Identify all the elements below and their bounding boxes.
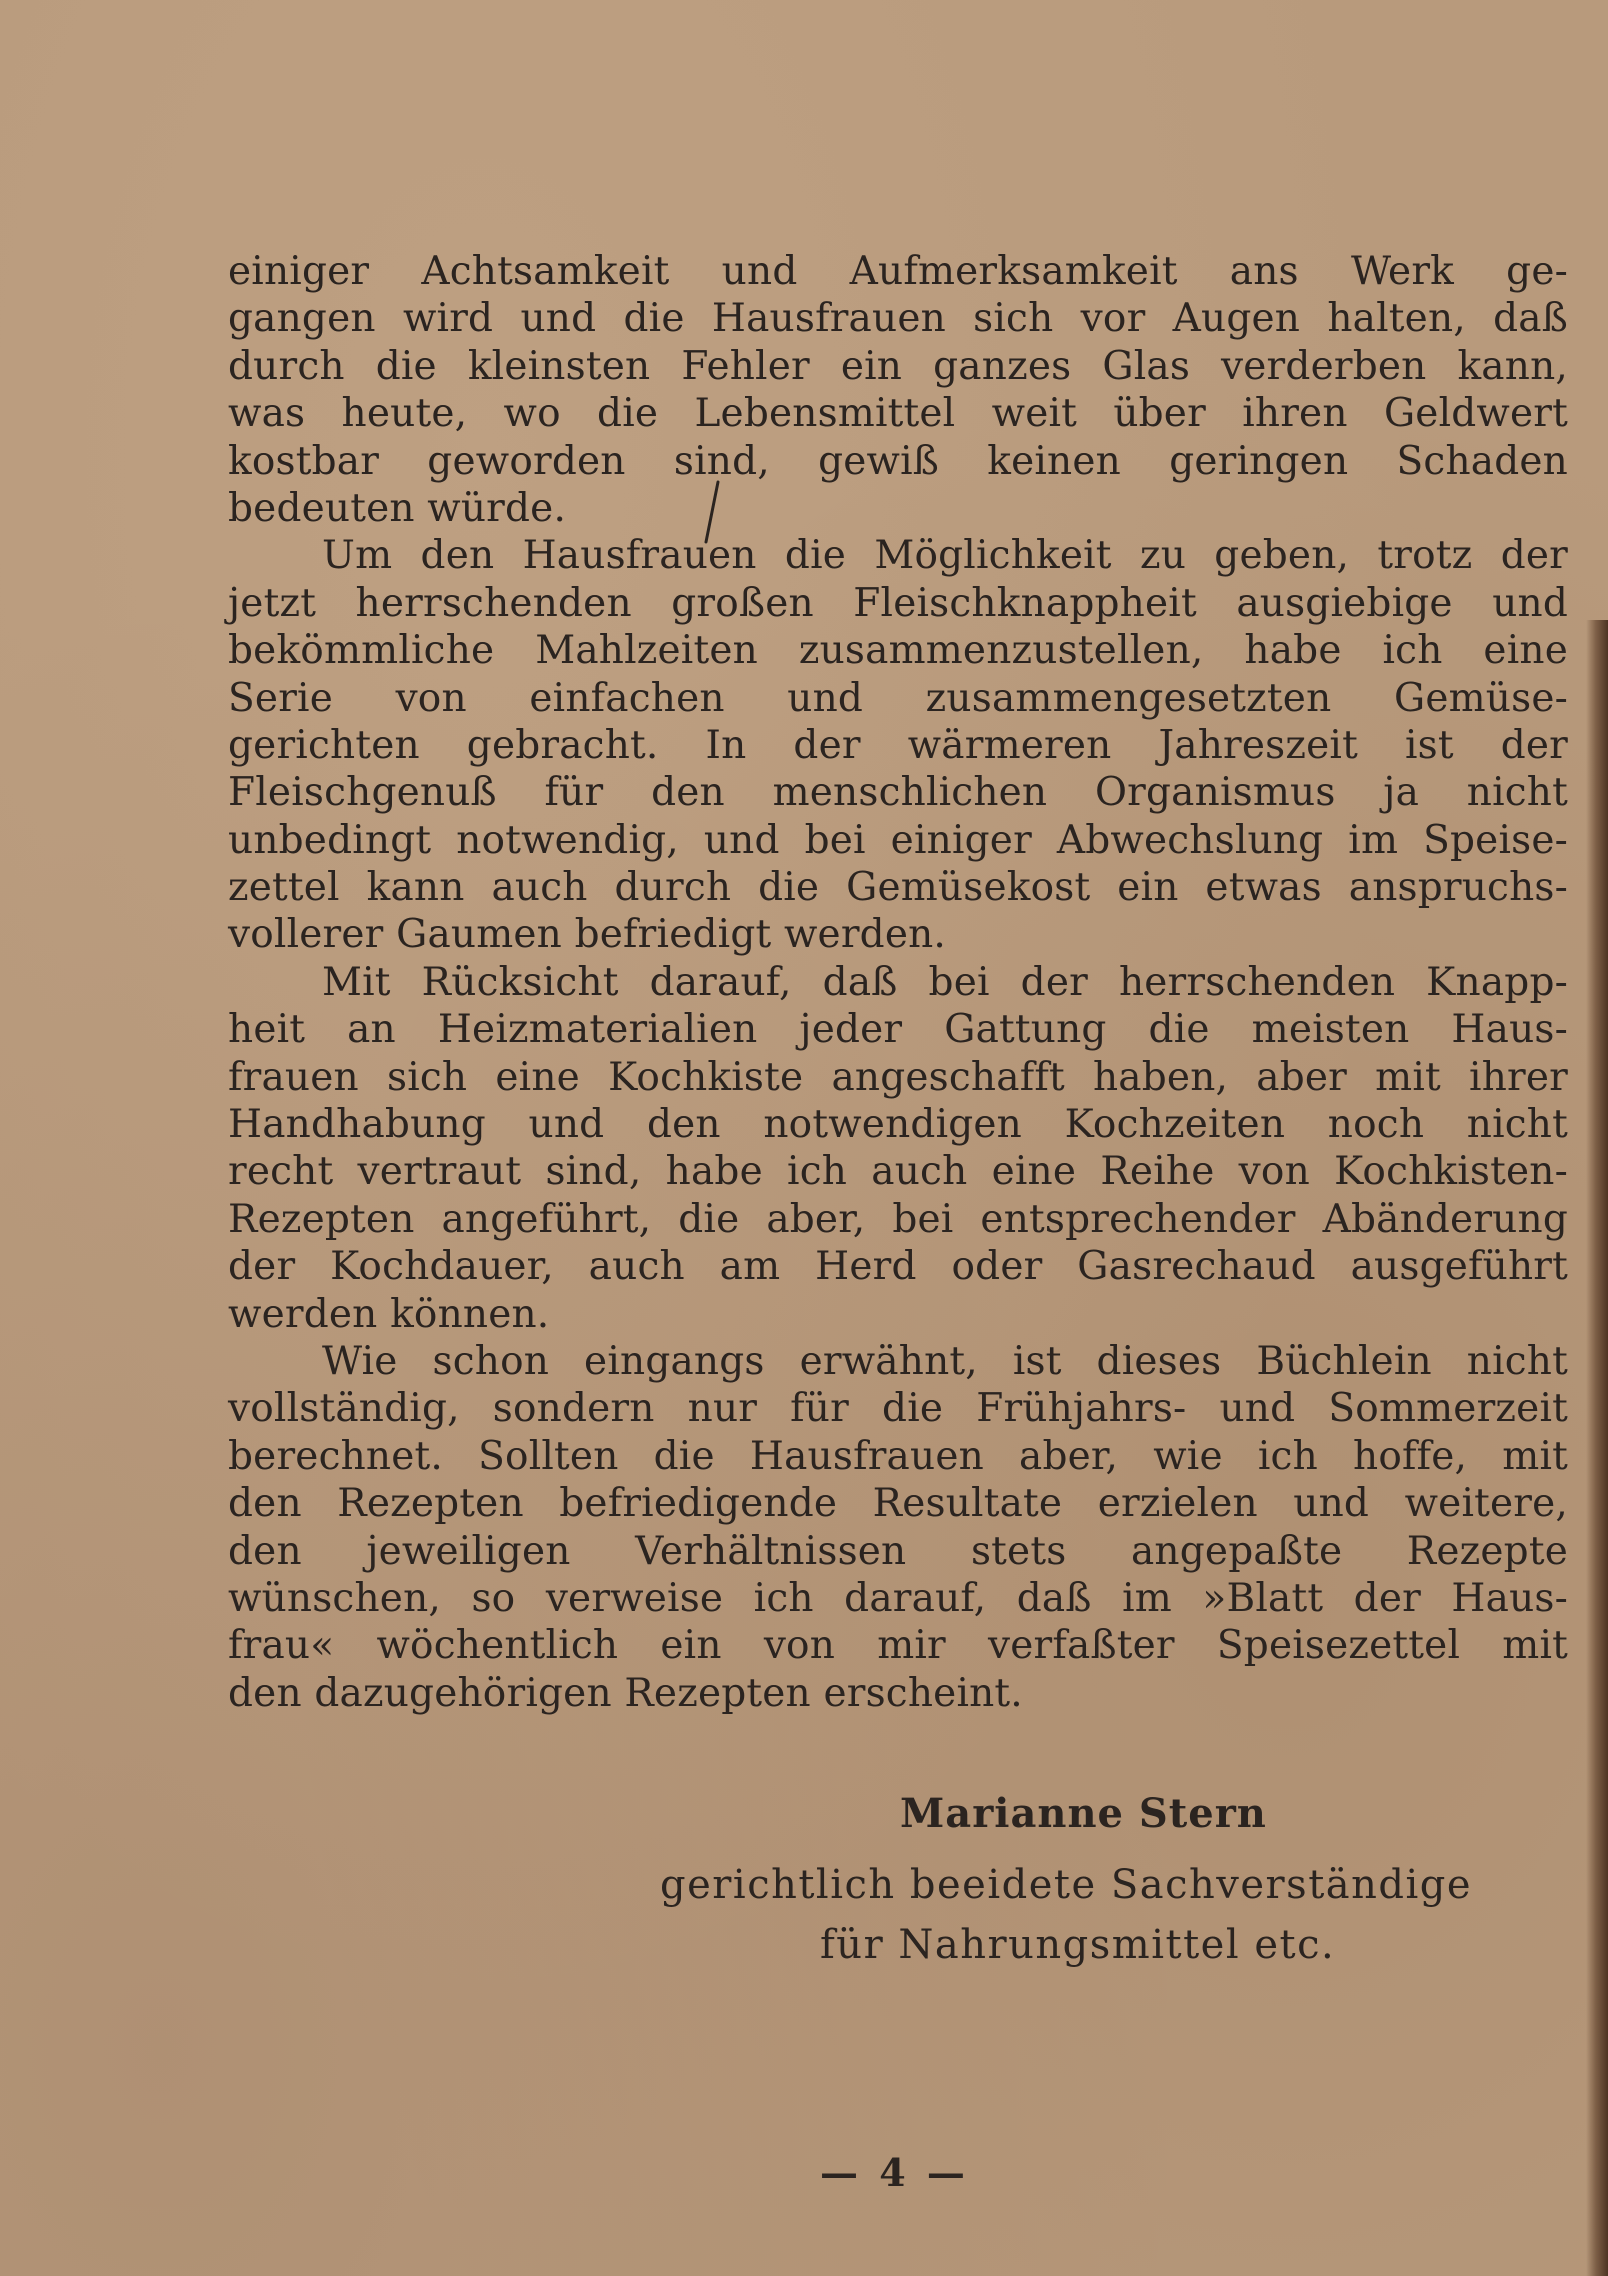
pen-mark-icon: [700, 480, 724, 544]
text-line: den jeweiligen Verhältnissen stets angepaßte Rezepte: [228, 1528, 1568, 1574]
text-line: den dazugehörigen Rezepten erscheint.: [228, 1670, 1023, 1716]
text-line: unbedingt notwendig, und bei einiger Abwechslung im Speise-: [228, 817, 1568, 863]
text-line: Fleischgenuß für den menschlichen Organismus ja nicht: [228, 770, 1568, 816]
text-line: Um den Hausfrauen die Möglichkeit zu geben, trotz der: [322, 533, 1568, 579]
binding-edge-shadow: [1586, 620, 1608, 2276]
text-line: frauen sich eine Kochkiste angeschafft haben, aber mit ihrer: [228, 1054, 1568, 1100]
text-line: einiger Achtsamkeit und Aufmerksamkeit ans Werk ge-: [228, 249, 1568, 294]
text-line: durch die kleinsten Fehler ein ganzes Glas verderben kann,: [228, 343, 1568, 389]
body-text: [228, 248, 1568, 1717]
text-line: gerichten gebracht. In der wärmeren Jahreszeit ist der: [228, 722, 1568, 768]
text-line: vollständig, sondern nur für die Frühjahrs- und Sommerzeit: [228, 1386, 1568, 1432]
text-line: Rezepten angeführt, die aber, bei entsprechender Abänderung: [228, 1196, 1568, 1242]
signature-title-1: gerichtlich beeidete Sachverständige: [660, 1862, 1473, 1908]
text-line: bedeuten würde.: [228, 485, 567, 531]
text-line: was heute, wo die Lebensmittel weit über ihren Geldwert: [228, 391, 1568, 437]
text-line: gangen wird und die Hausfrauen sich vor Augen halten, daß: [228, 296, 1568, 342]
text-line: Handhabung und den notwendigen Kochzeiten noch nicht: [228, 1102, 1568, 1148]
text-line: Serie von einfachen und zusammengesetzten Gemüse-: [228, 675, 1568, 721]
signature-title-2: für Nahrungsmittel etc.: [820, 1922, 1336, 1968]
page-number: — 4 —: [820, 2150, 969, 2195]
text-line: der Kochdauer, auch am Herd oder Gasrechaud ausgeführt: [228, 1244, 1568, 1290]
text-line: werden können.: [228, 1291, 550, 1337]
text-line: den Rezepten befriedigende Resultate erzielen und weitere,: [228, 1481, 1568, 1527]
text-line: wünschen, so verweise ich darauf, daß im »Blatt der Haus-: [228, 1575, 1568, 1621]
signature-name: Marianne Stern: [900, 1790, 1267, 1837]
text-line: zettel kann auch durch die Gemüsekost ein etwas anspruchs-: [228, 865, 1568, 911]
text-line: Mit Rücksicht darauf, daß bei der herrschenden Knapp-: [322, 959, 1568, 1005]
text-line: berechnet. Sollten die Hausfrauen aber, wie ich hoffe, mit: [228, 1433, 1568, 1479]
text-line: bekömmliche Mahlzeiten zusammenzustellen, habe ich eine: [228, 628, 1568, 674]
text-line: frau« wöchentlich ein von mir verfaßter Speisezettel mit: [228, 1623, 1568, 1669]
text-line: heit an Heizmaterialien jeder Gattung die meisten Haus-: [228, 1007, 1568, 1053]
text-line: recht vertraut sind, habe ich auch eine Reihe von Kochkisten-: [228, 1149, 1568, 1195]
text-line: kostbar geworden sind, gewiß keinen geringen Schaden: [228, 438, 1568, 484]
text-line: vollerer Gaumen befriedigt werden.: [228, 912, 947, 958]
text-line: jetzt herrschenden großen Fleischknappheit ausgiebige und: [228, 580, 1568, 626]
text-line: Wie schon eingangs erwähnt, ist dieses Büchlein nicht: [322, 1338, 1568, 1384]
